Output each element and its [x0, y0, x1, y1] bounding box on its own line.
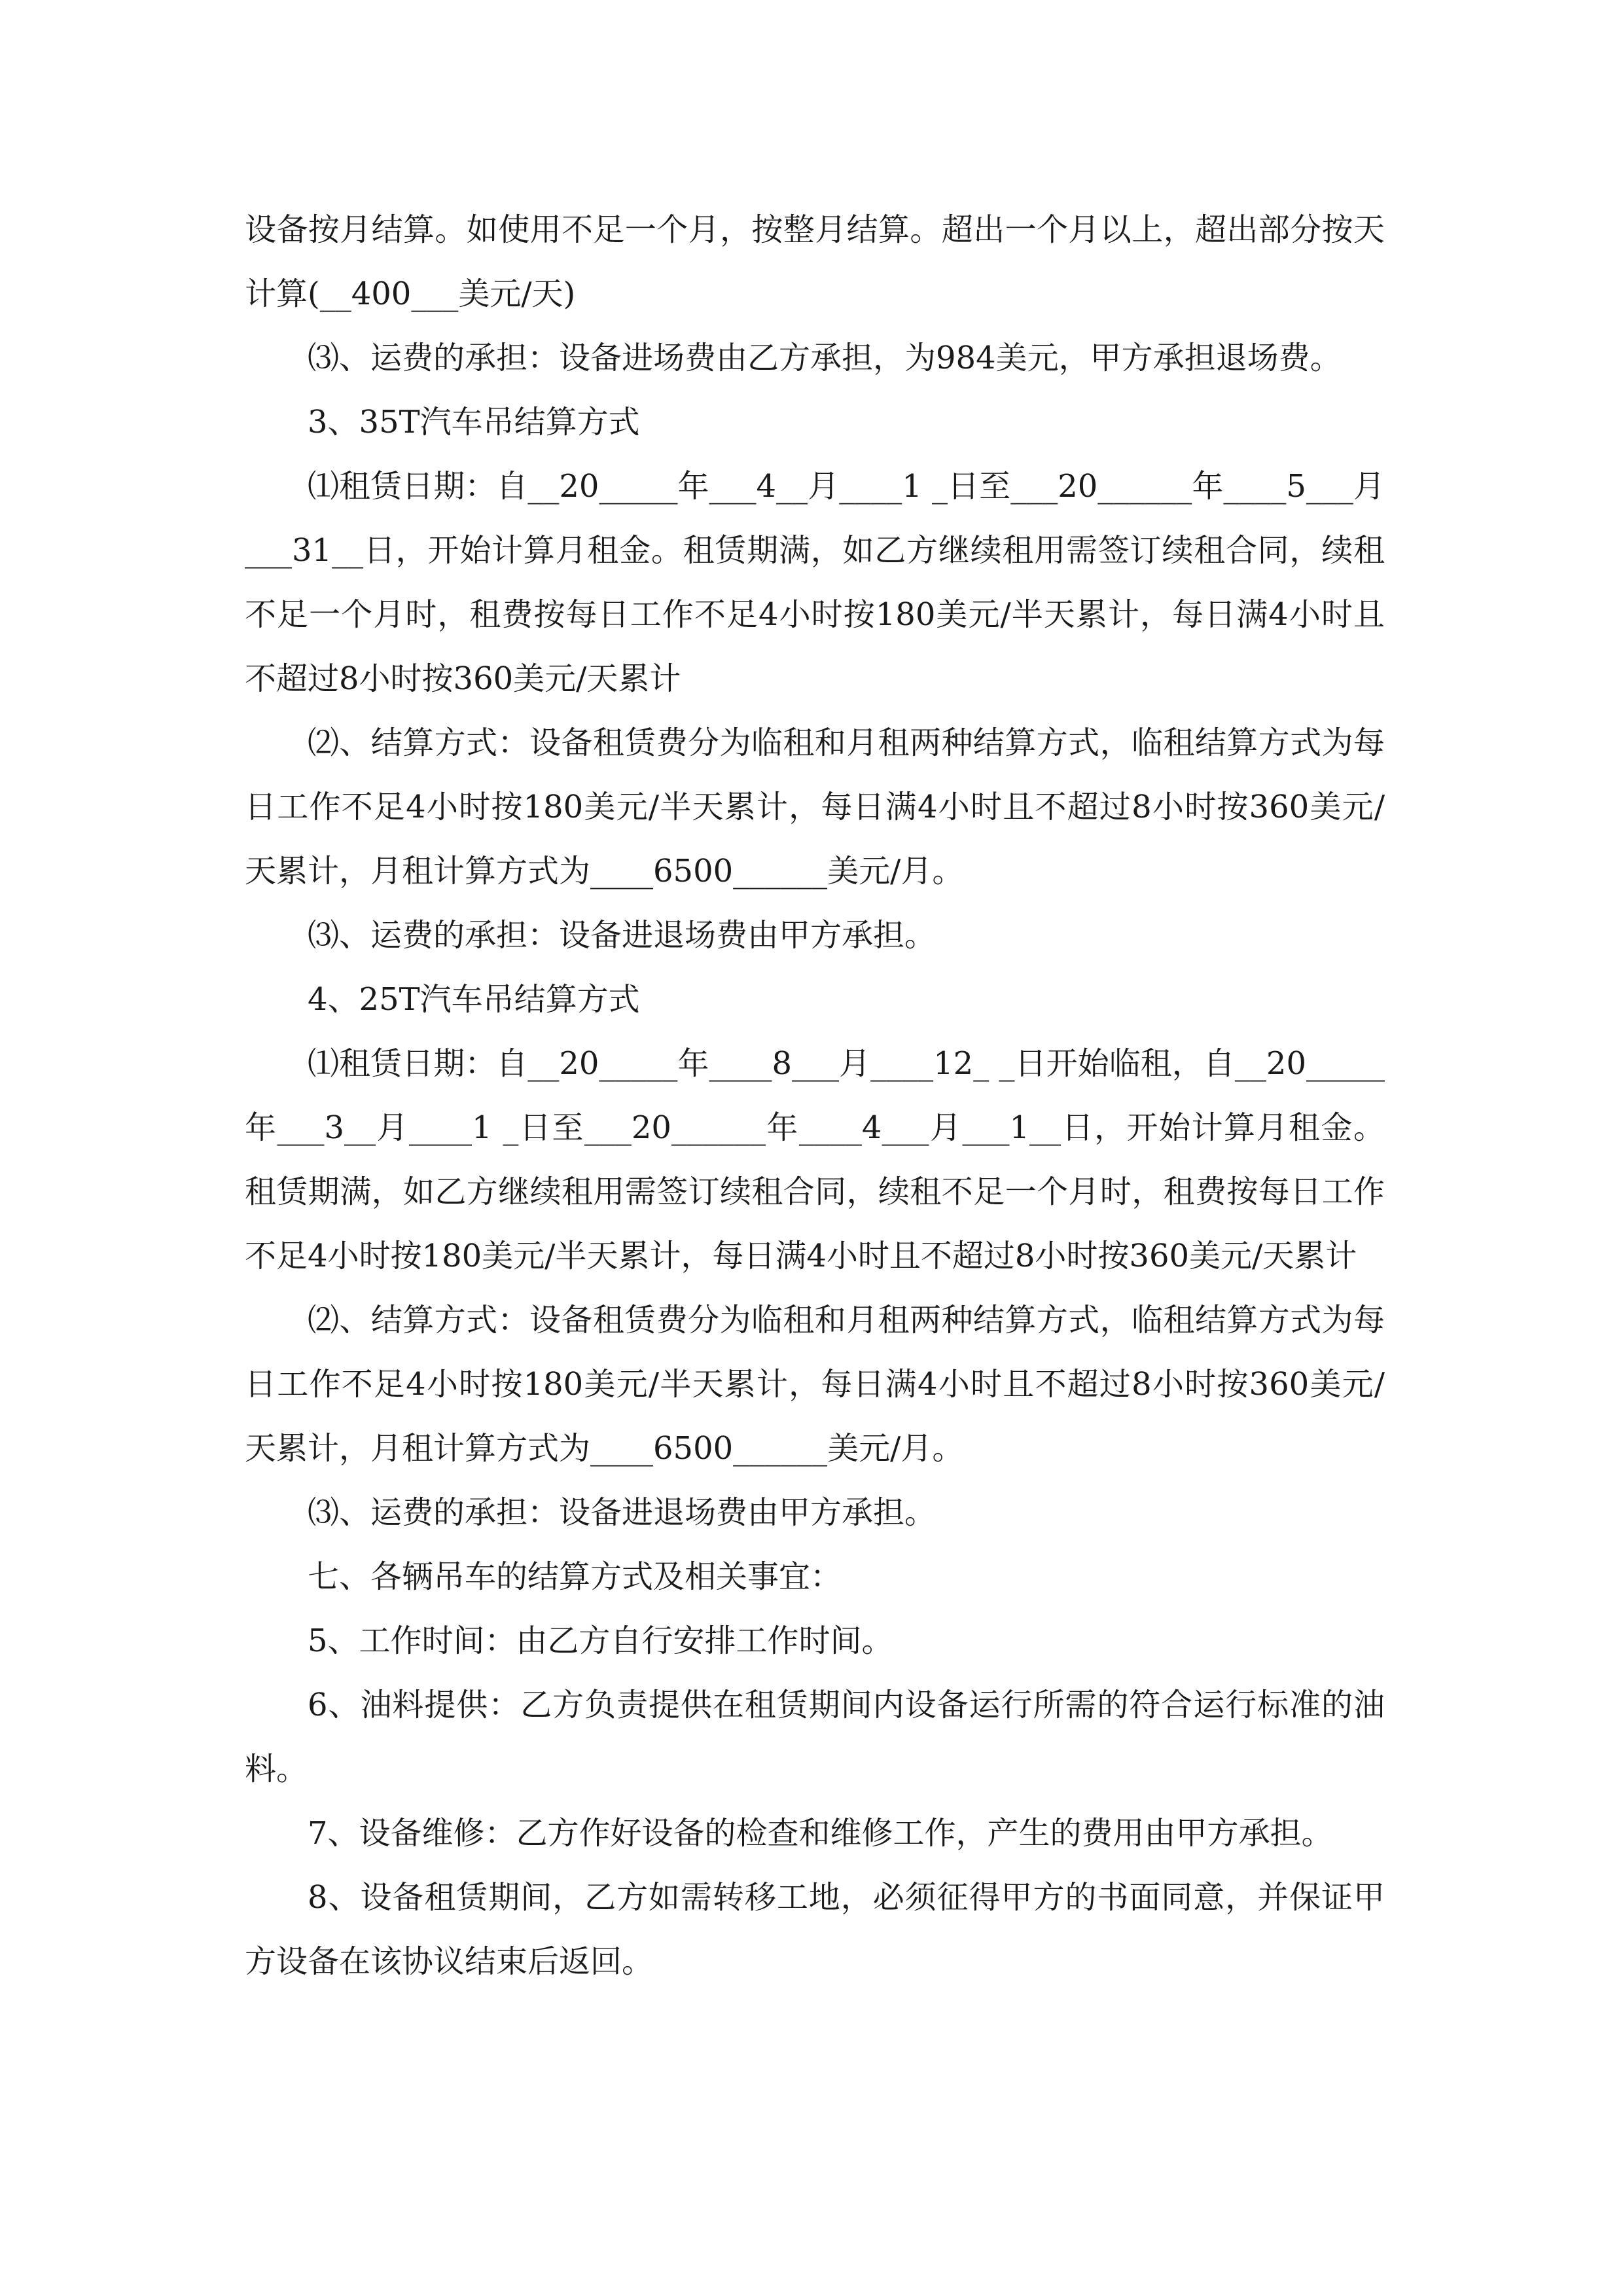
paragraph-freight-1: ⑶、运费的承担：设备进场费由乙方承担，为984美元，甲方承担退场费。 [308, 340, 1342, 376]
paragraph-fuel-supply: 6、油料提供：乙方负责提供在租赁期间内设备运行所需的符合运行标准的油料。 [245, 1687, 1385, 1787]
paragraph-working-hours: 5、工作时间：由乙方自行安排工作时间。 [308, 1623, 893, 1659]
paragraph-freight-35t: ⑶、运费的承担：设备进退场费由甲方承担。 [308, 917, 936, 954]
paragraph-maintenance: 7、设备维修：乙方作好设备的检查和维修工作，产生的费用由甲方承担。 [308, 1815, 1333, 1852]
paragraph-lease-date-25t: ⑴租赁日期：自__20_____年____8___月____12_ _日开始临租，自__20_____年___3__月____1 _日至___20______年____4___月___1__日，开始计算月租金。租赁期满，如乙方继续租用需签订续租合同，续租不足一个月时，租费按每日工作不足4小时按180美元/半天累计，每日满4小时且不超过8小时按360美元/天累计 [245, 1045, 1385, 1274]
paragraph-freight-25t: ⑶、运费的承担：设备进退场费由甲方承担。 [308, 1494, 936, 1531]
section-heading-25t-crane: 4、25T汽车吊结算方式 [308, 981, 640, 1018]
section-heading-crane-matters: 七、各辆吊车的结算方式及相关事宜： [308, 1558, 842, 1595]
document-body [245, 198, 1385, 1994]
section-heading-35t-crane: 3、35T汽车吊结算方式 [308, 404, 640, 440]
paragraph-settlement-method-25t: ⑵、结算方式：设备租赁费分为临租和月租两种结算方式，临租结算方式为每日工作不足4小时按180美元/半天累计，每日满4小时且不超过8小时按360美元/天累计，月租计算方式为____6500______美元/月。 [245, 1302, 1385, 1467]
paragraph-lease-date-35t: ⑴租赁日期：自__20_____年___4__月____1 _日至___20______年____5___月___31__日，开始计算月租金。租赁期满，如乙方继续租用需签订续租合同，续租不足一个月时，租费按每日工作不足4小时按180美元/半天累计，每日满4小时且不超过8小时按360美元/天累计 [245, 468, 1385, 697]
paragraph-settlement-method-35t: ⑵、结算方式：设备租赁费分为临租和月租两种结算方式，临租结算方式为每日工作不足4小时按180美元/半天累计，每日满4小时且不超过8小时按360美元/天累计，月租计算方式为____6500______美元/月。 [245, 725, 1385, 889]
paragraph-settlement-continued: 设备按月结算。如使用不足一个月，按整月结算。超出一个月以上，超出部分按天计算(__400___美元/天) [245, 211, 1385, 312]
paragraph-site-transfer: 8、设备租赁期间，乙方如需转移工地，必须征得甲方的书面同意，并保证甲方设备在该协议结束后返回。 [245, 1879, 1385, 1980]
